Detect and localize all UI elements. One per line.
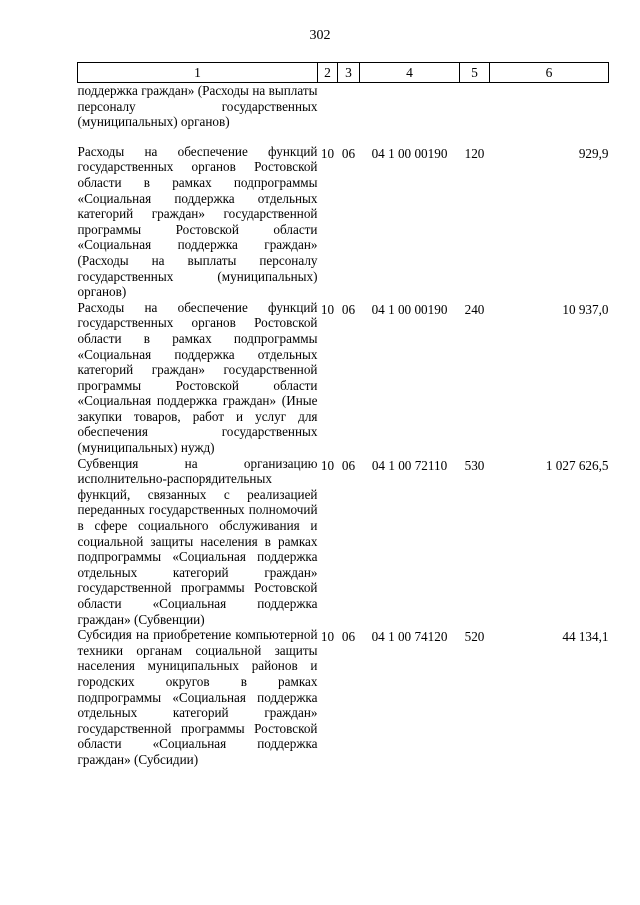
table-row <box>78 627 609 767</box>
budget-table <box>77 62 609 768</box>
row-csr: 04 1 00 74120 <box>371 629 448 645</box>
table-row <box>78 300 609 456</box>
row-csr <box>360 83 460 144</box>
header-col-3: 3 <box>338 63 360 83</box>
row-csr: 04 1 00 00190 <box>371 145 448 161</box>
row-pr: 06 <box>341 301 356 317</box>
row-name: Субсидия на приобретение компьютерной техники органам социальной защиты населения муниципальных районов и городских округов в рамках подпрограммы «Социальная поддержка отдельных категорий граждан» государственной программы Ростовской области «Социальная поддержка граждан» (Субсидии) <box>77 627 318 767</box>
row-vr <box>460 83 490 144</box>
row-pr: 06 <box>341 457 356 473</box>
row-rz <box>318 83 338 144</box>
table-row <box>78 83 609 144</box>
row-name: Расходы на обеспечение функций государственных органов Ростовской области в рамках подпрограммы «Социальная поддержка отдельных категорий граждан» государственной программы Ростовской области «Социальная поддержка граждан» (Иные закупки товаров, работ и услуг для обеспечения государственных (муниципальных) нужд) <box>77 299 318 456</box>
row-rz: 10 <box>320 457 335 473</box>
table-row <box>78 144 609 300</box>
row-sum: 929,9 <box>578 145 609 161</box>
row-vr: 520 <box>464 629 485 645</box>
row-rz: 10 <box>320 145 335 161</box>
table-header-row <box>78 63 609 83</box>
row-pr <box>338 83 360 144</box>
row-vr: 120 <box>464 145 485 161</box>
row-rz: 10 <box>320 301 335 317</box>
row-sum <box>490 83 609 144</box>
header-col-1: 1 <box>78 63 318 83</box>
row-sum: 1 027 626,5 <box>545 457 609 473</box>
header-col-5: 5 <box>460 63 490 83</box>
row-sum: 44 134,1 <box>562 629 609 645</box>
header-col-6: 6 <box>490 63 609 83</box>
row-pr: 06 <box>341 629 356 645</box>
row-rz: 10 <box>320 629 335 645</box>
row-pr: 06 <box>341 145 356 161</box>
row-sum: 10 937,0 <box>562 301 609 317</box>
row-name: поддержка граждан» (Расходы на выплаты персоналу государственных (муниципальных) органов) <box>77 83 318 130</box>
header-col-2: 2 <box>318 63 338 83</box>
row-csr: 04 1 00 72110 <box>371 457 448 473</box>
page-number: 302 <box>309 28 331 43</box>
table-row <box>78 456 609 628</box>
row-name: Расходы на обеспечение функций государственных органов Ростовской области в рамках подпрограммы «Социальная поддержка отдельных категорий граждан» государственной программы Ростовской области «Социальная поддержка граждан» (Расходы на выплаты персоналу государственных (муниципальных) органов) <box>77 143 318 300</box>
row-name: Субвенция на организацию исполнительно-распорядительных функций, связанных с реализацией переданных государственных полномочий в сфере социального обслуживания и социальной защиты населения в рамках подпрограммы «Социальная поддержка отдельных категорий граждан» государственной программы Ростовской области «Социальная поддержка граждан» (Субвенции) <box>77 455 318 627</box>
header-col-4: 4 <box>360 63 460 83</box>
row-vr: 530 <box>464 457 485 473</box>
row-vr: 240 <box>464 301 485 317</box>
row-csr: 04 1 00 00190 <box>371 301 448 317</box>
